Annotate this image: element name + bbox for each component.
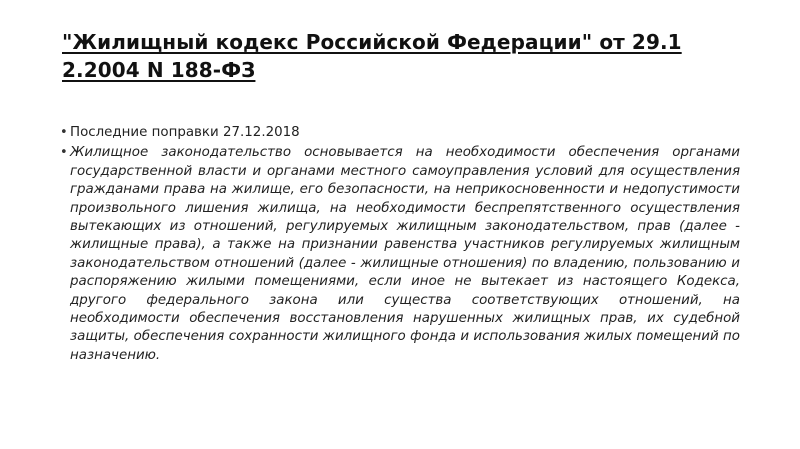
updates-text: Последние поправки 27.12.2018 — [70, 125, 300, 140]
title-line-2: 2.2004 N 188-ФЗ — [62, 58, 256, 82]
bullet-list — [60, 124, 740, 365]
bullet-icon: • — [60, 145, 68, 161]
title-line-1: "Жилищный кодекс Российской Федерации" от 29.1 — [62, 30, 682, 54]
main-paragraph: Жилищное законодательство основывается на необходимости обеспечения органами государственной власти и органами местного самоуправления условий для осуществления гражданами права на жилище, его безопасности, на неприкосновенности и недопустимости произвольного лишения жилища, на необходимости беспрепятственного осуществления вытекающих из отношений, регулируемых жилищным законодательством, прав (далее - жилищные права), а также на признании равенства участников регулируемых жилищным законодательством отношений (далее - жилищные отношения) по владению, пользованию и распоряжению жилыми помещениями, если иное не вытекает из настоящего Кодекса, другого федерального закона или существа соответствующих отношений, на необходимости обеспечения восстановления нарушенных жилищных прав, их судебной защиты, обеспечения сохранности жилищного фонда и использования жилых помещений по назначению. — [70, 145, 740, 363]
list-item-updates — [60, 124, 740, 142]
list-item-main-text — [60, 144, 740, 365]
bullet-icon: • — [60, 125, 68, 140]
page-title — [62, 28, 762, 84]
